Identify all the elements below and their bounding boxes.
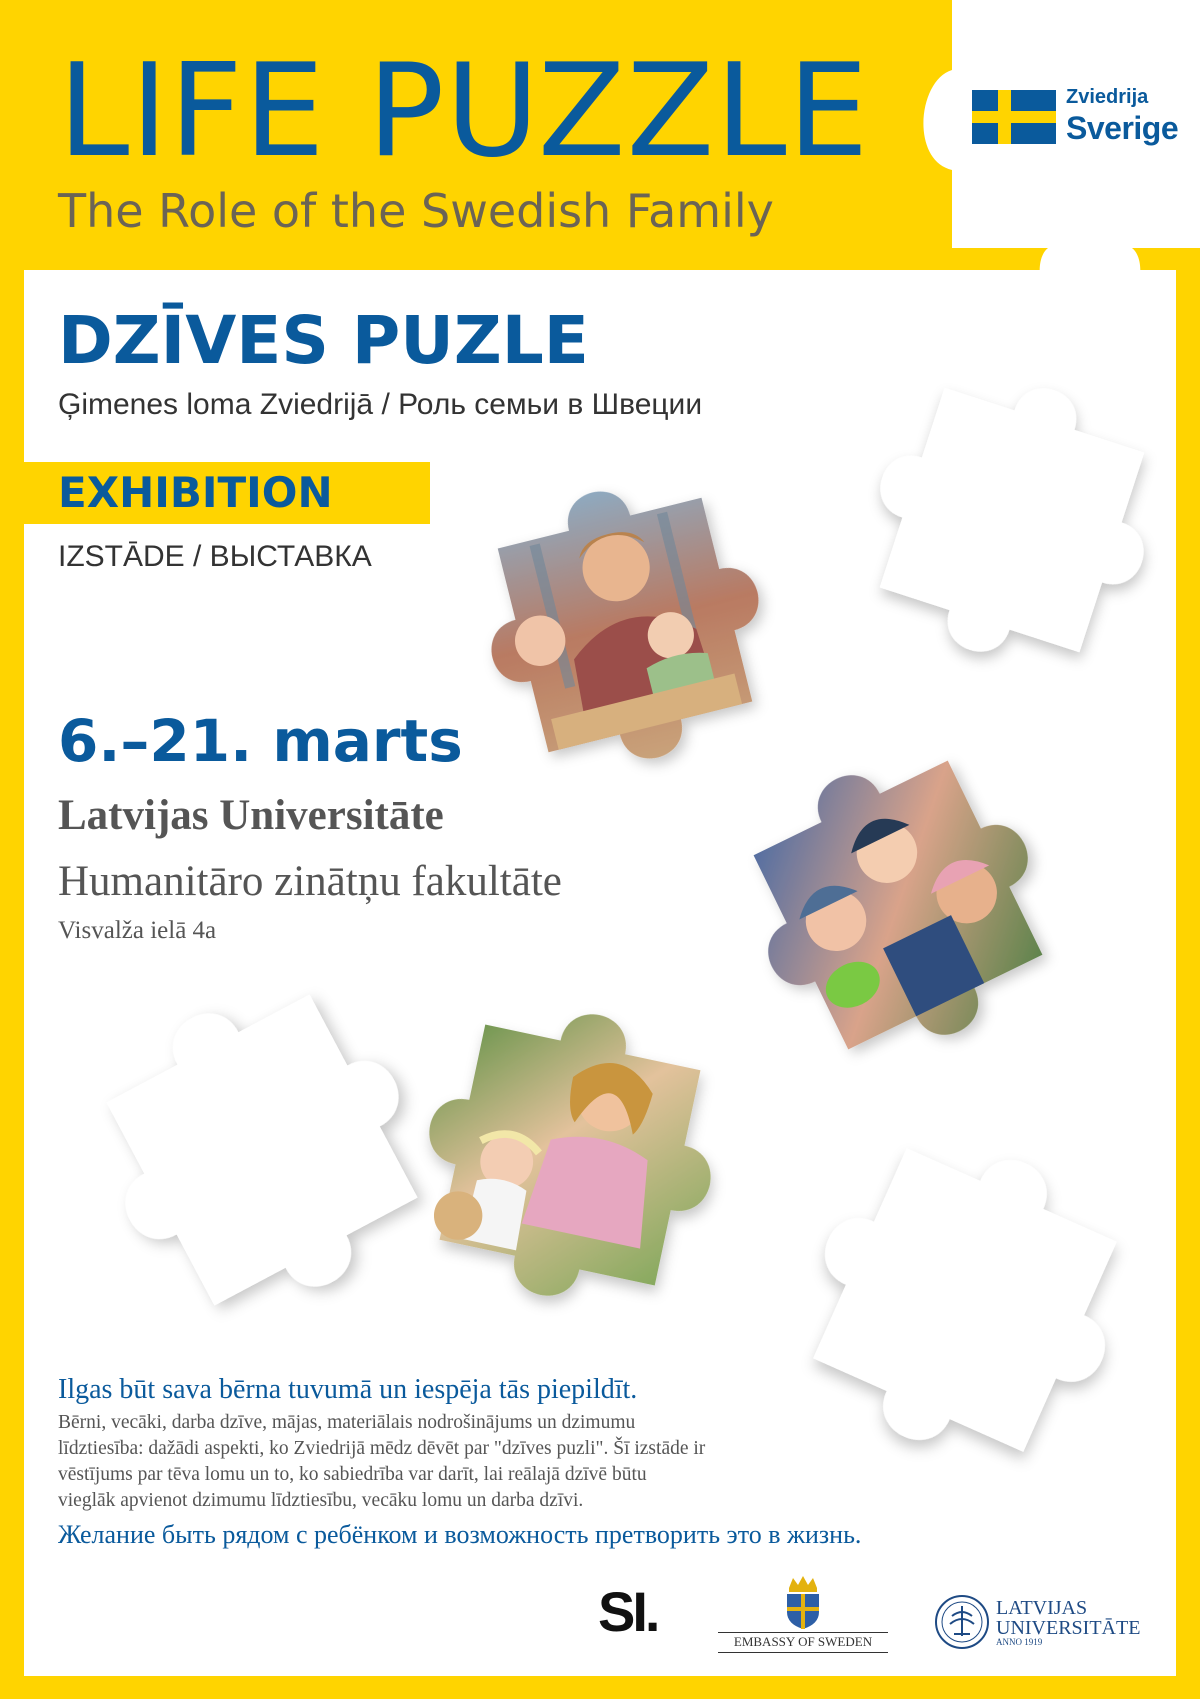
main-title: LIFE PUZZLE xyxy=(58,37,870,186)
exhibition-label: EXHIBITION xyxy=(58,468,333,517)
swedish-institute-logo xyxy=(598,1580,688,1644)
embassy-text: EMBASSY OF SWEDEN xyxy=(733,1634,873,1649)
main-subtitle: The Role of the Swedish Family xyxy=(58,184,774,238)
white-puzzle-piece-bottom-right xyxy=(768,1103,1163,1498)
event-venue: Latvijas Universitāte xyxy=(58,792,444,839)
university-of-latvia-logo xyxy=(934,1594,1141,1654)
swedish-flag-icon xyxy=(972,90,1056,144)
university-seal-icon xyxy=(934,1594,990,1650)
description-line: vieglāk apvienot dzimumu līdztiesību, vecāku lomu un darba dzīvi. xyxy=(58,1490,584,1511)
si-logo-text: SI. xyxy=(598,1580,658,1643)
embassy-of-sweden-logo xyxy=(718,1574,888,1654)
event-dates: 6.–21. marts xyxy=(58,707,463,775)
latvian-subtitle: Ģimenes loma Zviedrijā / Роль семьи в Швеции xyxy=(58,388,703,421)
university-name: LATVIJAS UNIVERSITĀTE xyxy=(996,1597,1141,1639)
event-faculty: Humanitāro zinātņu fakultāte xyxy=(58,858,562,905)
sweden-logo-latvian: Zviedrija xyxy=(1066,86,1149,108)
photo-puzzle-piece-father xyxy=(460,460,791,791)
white-puzzle-piece-left xyxy=(60,948,464,1352)
photo-puzzle-piece-mother-daughter xyxy=(400,985,739,1324)
event-address: Visvalža ielā 4a xyxy=(58,917,217,944)
description-russian: Желание быть рядом с ребёнком и возможность претворить это в жизнь. xyxy=(58,1520,862,1549)
exhibition-translation: IZSTĀDE / ВЫСТАВКА xyxy=(58,540,372,573)
description-line: vēstījums par tēva lomu un to, ko sabiedrība var darīt, lai reālajā dzīvē būtu xyxy=(58,1464,647,1485)
description-lead: Ilgas būt sava bērna tuvumā un iespēja tās piepildīt. xyxy=(58,1374,638,1405)
university-anno: ANNO 1919 xyxy=(996,1637,1043,1647)
photo-puzzle-piece-children xyxy=(710,717,1085,1092)
sweden-logo xyxy=(972,86,1182,152)
latvian-title: DZĪVES PUZLE xyxy=(58,302,589,379)
description-body xyxy=(58,1410,798,1514)
description-line: līdztiesība: dažādi aspekti, ko Zviedrijā mēdz dēvēt par "dzīves puzli". Šī izstāde ir xyxy=(58,1438,706,1459)
crown-shield-icon xyxy=(781,1574,825,1630)
white-puzzle-piece-top-right xyxy=(840,348,1184,692)
sweden-logo-swedish: Sverige xyxy=(1066,110,1179,146)
description-line: Bērni, vecāki, darba dzīve, mājas, materiālais nodrošinājums un dzimumu xyxy=(58,1412,636,1433)
